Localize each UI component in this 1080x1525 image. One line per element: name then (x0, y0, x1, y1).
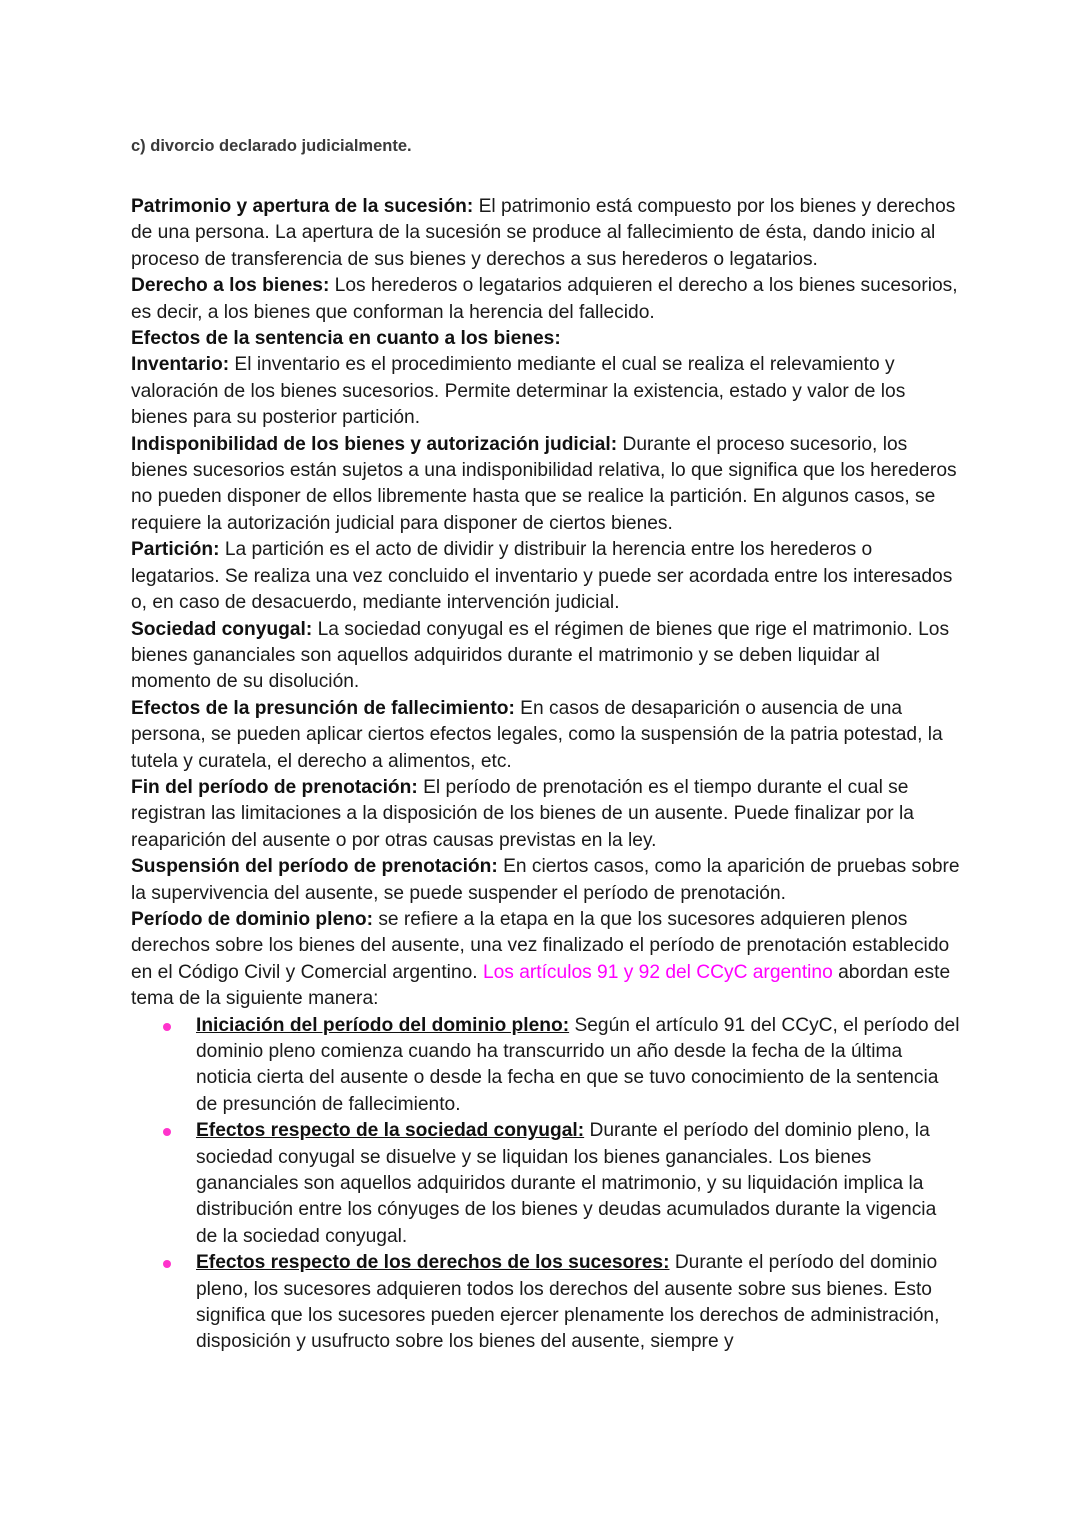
term: Inventario: (131, 354, 230, 376)
term: Derecho a los bienes: (131, 275, 330, 297)
body-text: se refiere a la etapa en la que los sucesores adquieren plenos derechos sobre los bienes del ausente, una vez finalizado el período de prenotación establecido en el Código Civil y Comercial argentino. (131, 908, 950, 983)
document-page (131, 134, 961, 1356)
body-text: Según el artículo 91 del CCyC, el período del dominio pleno comienza cuando ha transcurrido un año desde la fecha de la última noticia cierta del ausente o desde la fecha en que se tuvo conocimiento de la sentencia de presunción de fallecimiento. (196, 1014, 960, 1115)
paragraph-particion (131, 537, 961, 616)
term: Indisponibilidad de los bienes y autorización judicial: (131, 433, 618, 455)
list-item (196, 1013, 961, 1119)
body-text: La sociedad conyugal es el régimen de bienes que rige el matrimonio. Los bienes gananciales son aquellos adquiridos durante el matrimonio y se deben liquidar al momento de su disolución. (131, 618, 950, 693)
body-text: La partición es el acto de dividir y distribuir la herencia entre los herederos o legatarios. Se realiza una vez concluido el inventario y puede ser acordada entre los interesados o, en caso de desacuerdo, mediante intervención judicial. (131, 539, 953, 614)
paragraph-sociedad-conyugal (131, 617, 961, 696)
term: Período de dominio pleno: (131, 908, 373, 930)
body-text: Durante el proceso sucesorio, los bienes sucesorios están sujetos a una indisponibilidad relativa, lo que significa que los herederos no pueden disponer de ellos libremente hasta que se realice la partición. En algunos casos, se requiere la autorización judicial para disponer de ciertos bienes. (131, 433, 957, 534)
term: Iniciación del período del dominio pleno: (196, 1014, 570, 1036)
body-text: En ciertos casos, como la aparición de pruebas sobre la supervivencia del ausente, se puede suspender el período de prenotación. (131, 856, 960, 904)
term: Patrimonio y apertura de la sucesión: (131, 196, 474, 217)
body-text: Durante el período del dominio pleno, los sucesores adquieren todos los derechos del ausente sobre sus bienes. Esto significa que los sucesores pueden ejercer plenamente los derechos de administración, disposición y usufructo sobre los bienes del ausente, siempre y (196, 1252, 940, 1353)
bullet-list (131, 1013, 961, 1356)
term: Partición: (131, 539, 220, 561)
body-text: El período de prenotación es el tiempo durante el cual se registran las limitaciones a la disposición de los bienes de un ausente. Puede finalizar por la reaparición del ausente o por otras causas previstas en la ley. (131, 776, 914, 851)
term: Efectos respecto de los derechos de los sucesores: (196, 1252, 670, 1274)
body-text: Durante el período del dominio pleno, la sociedad conyugal se disuelve y se liquidan los bienes gananciales. Los bienes gananciales son aquellos adquiridos durante el matrimonio, y su liquidación implica la distribución entre los cónyuges de los bienes y deudas acumulados durante la vigencia de la sociedad conyugal. (196, 1120, 937, 1247)
bullet-dot-icon (163, 1260, 171, 1268)
body-text: abordan este tema de la siguiente manera: (131, 961, 951, 1010)
paragraph-fin-prenotacion (131, 775, 961, 854)
paragraph-indisponibilidad (131, 432, 961, 538)
body-text: El patrimonio está compuesto por los bienes y derechos de una persona. La apertura de la sucesión se produce al fallecimiento de ésta, dando inicio al proceso de transferencia de sus bienes y derechos a sus herederos o legatarios. (131, 196, 956, 270)
body-text: Los herederos o legatarios adquieren el derecho a los bienes sucesorios, es decir, a los bienes que conforman la herencia del fallecido. (131, 275, 958, 323)
paragraph-suspension-prenotacion (131, 854, 961, 907)
article-reference-link[interactable]: Los artículos 91 y 92 del CCyC argentino (482, 961, 833, 983)
paragraphs (131, 194, 961, 1013)
paragraph-patrimonio (131, 194, 961, 273)
term: Fin del período de prenotación: (131, 776, 418, 798)
bullet-dot-icon (163, 1023, 171, 1031)
term: Sociedad conyugal: (131, 618, 313, 640)
list-item (196, 1118, 961, 1250)
term: Efectos respecto de la sociedad conyugal: (196, 1120, 585, 1142)
bullet-dot-icon (163, 1128, 171, 1136)
term: Suspensión del período de prenotación: (131, 856, 498, 878)
body-text: En casos de desaparición o ausencia de una persona, se pueden aplicar ciertos efectos legales, como la suspensión de la patria potestad, la tutela y curatela, el derecho a alimentos, etc. (131, 697, 943, 772)
paragraph-efectos-sentencia (131, 326, 961, 352)
paragraph-presuncion (131, 696, 961, 775)
paragraph-derecho-bienes (131, 273, 961, 326)
intro-line: c) divorcio declarado judicialmente. (131, 137, 412, 155)
term: Efectos de la sentencia en cuanto a los bienes: (131, 328, 561, 350)
body-text: El inventario es el procedimiento mediante el cual se realiza el relevamiento y valoración de los bienes sucesorios. Permite determinar la existencia, estado y valor de los bienes para su posterior partición. (131, 354, 906, 429)
paragraph-dominio-pleno (131, 907, 961, 1013)
list-item (196, 1250, 961, 1356)
term: Efectos de la presunción de fallecimiento: (131, 697, 515, 719)
paragraph-inventario (131, 352, 961, 431)
